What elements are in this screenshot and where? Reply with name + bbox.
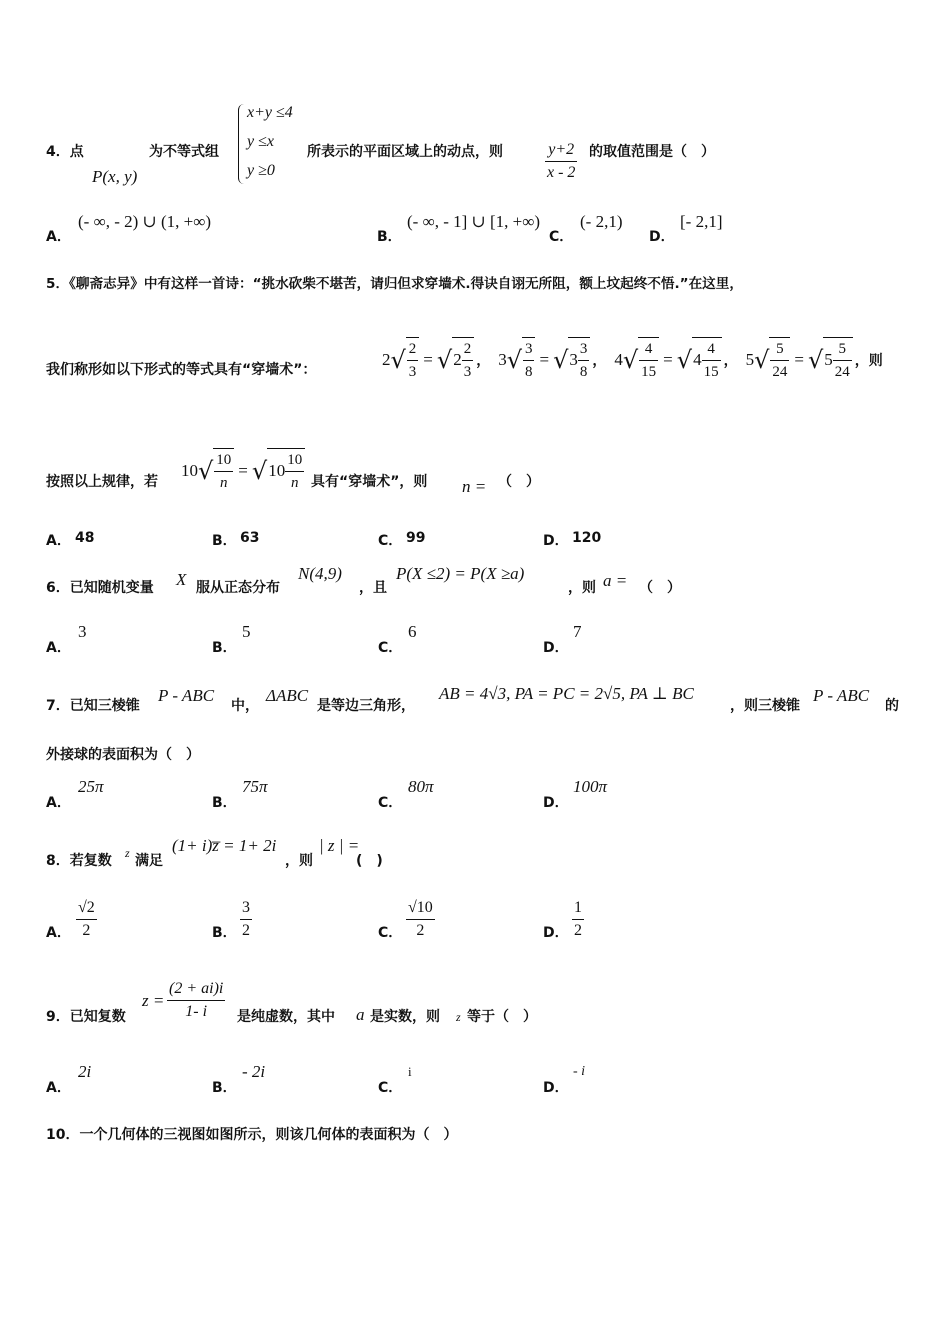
q4-ineq-1: x+y ≤4 [247, 104, 293, 121]
q8-pre: 8．若复数 [46, 853, 112, 869]
q4-option-a-label: A． [46, 229, 71, 245]
equals-sign: = [539, 350, 550, 369]
q9-den: 1- i [185, 1003, 208, 1020]
q5-line-2-text: 我们称形如以下形式的等式具有“穿墙术”： [46, 362, 317, 378]
q8-a-num: √2 [76, 897, 97, 920]
q8-option-b-label: B． [212, 925, 237, 941]
q5-ex4-num-r: 5 [833, 338, 852, 361]
q5-option-c-label: C． [378, 533, 403, 549]
equals-sign: = [238, 461, 248, 480]
q7-mid3: ，则三棱锥 [730, 698, 800, 714]
q5-ex3-radicand [638, 337, 659, 383]
q5-ex4-radicand [769, 337, 790, 383]
q4-ineq-2: y ≤x [247, 133, 274, 150]
q5-cond-inner: 10 [268, 461, 286, 480]
q9-option-a-value: 2i [78, 1062, 92, 1081]
q7-pre: 7．已知三棱锥 [46, 698, 140, 714]
q7-option-b-value: 75π [242, 777, 268, 796]
q8-option-d-fraction [572, 897, 584, 942]
q9-a: a [356, 1005, 365, 1024]
sqrt-icon: √ [676, 346, 693, 374]
q7-option-d-value: 100π [573, 777, 608, 796]
sqrt-icon: √ [436, 346, 453, 374]
q5-cond-num: 10 [214, 449, 233, 472]
q5-ex1-inner: 2 [453, 350, 462, 369]
sqrt-icon: √ [807, 346, 824, 374]
q5-ex2-inner: 3 [569, 350, 578, 369]
q9-num: (2 + ai)i [167, 978, 225, 1001]
q6-dist: N(4,9) [298, 564, 342, 583]
q5-ex4-inner: 5 [824, 350, 833, 369]
equals-sign: = [663, 350, 673, 369]
q5-ex1-num-r: 2 [462, 338, 474, 361]
q9-mid: 是纯虚数，其中 [237, 1009, 335, 1025]
q5-ex1-den: 3 [408, 364, 417, 380]
q4-frac-den: x - 2 [547, 164, 576, 181]
q4-option-a-value: (- ∞, - 2) ∪ (1, +∞) [78, 212, 212, 231]
q7-option-d-label: D． [543, 795, 569, 811]
q5-ex2-coef: 3 [498, 350, 507, 369]
sqrt-icon: √ [622, 346, 639, 374]
sqrt-icon: √ [390, 346, 406, 374]
q5-n-equals: n = [462, 477, 487, 496]
q5-sep-1: ， [476, 353, 491, 369]
q5-option-b-label: B． [212, 533, 237, 549]
q5-ex1-rhs [452, 337, 474, 383]
q9-z: z [456, 1010, 461, 1024]
q9-end: 等于（ ） [467, 1009, 537, 1025]
q4-after-text: 所表示的平面区域上的动点，则 [307, 144, 503, 160]
q5-ex4-den-r: 24 [834, 364, 850, 380]
q7-triangle: ΔABC [266, 686, 309, 705]
q6-end: （ ） [639, 580, 681, 596]
q5-ex1-radicand [406, 337, 420, 383]
q7-option-c-value: 80π [408, 777, 434, 796]
q8-a-den: 2 [82, 922, 91, 939]
q5-line-2-end: ，则 [854, 353, 883, 369]
q9-pre: 9．已知复数 [46, 1009, 126, 1025]
q6-option-b-value: 5 [242, 622, 251, 641]
q6-option-c-value: 6 [408, 622, 417, 641]
q5-ex2-num-r: 3 [578, 338, 590, 361]
sqrt-icon: √ [754, 346, 770, 374]
q6-a-equals: a = [603, 571, 628, 590]
q6-option-a-label: A． [46, 640, 71, 656]
q5-ex4-num: 5 [770, 338, 789, 361]
q7-mid2: 是等边三角形， [317, 698, 415, 714]
q8-option-c-label: C． [378, 925, 403, 941]
q8-option-a-label: A． [46, 925, 71, 941]
q5-line-3-mid: 具有“穿墙术”，则 [311, 474, 428, 490]
q9-option-c-label: C． [378, 1080, 403, 1096]
q9-option-a-label: A． [46, 1080, 71, 1096]
q9-option-b-label: B． [212, 1080, 237, 1096]
q8-b-num: 3 [240, 897, 252, 920]
q4-option-b-value: (- ∞, - 1] ∪ [1, +∞) [407, 212, 541, 231]
q8-option-a-fraction [76, 897, 97, 942]
q5-line-3-end: （ ） [498, 474, 540, 490]
q5-ex1-num: 2 [407, 338, 419, 361]
q8-z: z [125, 846, 130, 860]
q5-ex2-num: 3 [523, 338, 535, 361]
q5-ex4-rhs [823, 337, 853, 383]
q6-pre: 6．已知随机变量 [46, 580, 154, 596]
q7-end: 的 [885, 698, 899, 714]
q5-line-3-pre: 按照以上规律，若 [46, 474, 158, 490]
q5-cond-radicand [213, 448, 234, 494]
q4-option-c-value: (- 2,1) [580, 212, 623, 231]
q5-sep-3: ， [723, 353, 738, 369]
q9-option-c-value: i [408, 1064, 412, 1079]
q5-cond-den: n [220, 475, 228, 491]
q7-tetrahedron-2: P - ABC [813, 686, 870, 705]
sqrt-icon: √ [506, 346, 522, 374]
q4-point: P(x, y) [92, 167, 138, 186]
q5-ex3-den: 15 [641, 364, 657, 380]
q5-ex1-den-r: 3 [463, 364, 472, 380]
q8-d-den: 2 [574, 922, 582, 939]
q8-equation: (1+ i)z̅ = 1+ 2i [172, 836, 277, 855]
q7-option-b-label: B． [212, 795, 237, 811]
q5-ex4-coef: 5 [745, 350, 755, 369]
q5-option-a-label: A． [46, 533, 71, 549]
q5-condition [181, 446, 305, 496]
q6-var: X [176, 570, 187, 589]
q6-option-a-value: 3 [78, 622, 87, 641]
q4-option-d-value: [- 2,1] [680, 212, 723, 231]
q6-option-d-label: D． [543, 640, 569, 656]
q9-fraction [167, 978, 225, 1023]
q7-option-a-label: A． [46, 795, 71, 811]
q5-cond-rhs [267, 448, 305, 494]
q5-ex4-den: 24 [772, 364, 788, 380]
sqrt-icon: √ [198, 457, 214, 485]
q5-line-1: 5．《聊斋志异》中有这样一首诗：“挑水砍柴不堪苦，请归但求穿墙术.得诀自诩无所阻，额上坟起终不悟.”在这里， [46, 276, 743, 292]
q8-b-den: 2 [242, 922, 250, 939]
q7-line-2: 外接球的表面积为（ ） [46, 747, 200, 763]
q5-option-d-value: 120 [572, 530, 602, 546]
q5-ex3-coef: 4 [614, 350, 623, 369]
q5-coef-10: 10 [181, 461, 198, 480]
q5-ex2-rhs [568, 337, 590, 383]
q5-option-a-value: 48 [75, 530, 95, 546]
q4-option-b-label: B． [377, 229, 402, 245]
q4-system-brace [238, 104, 245, 184]
q8-option-b-fraction [240, 897, 252, 942]
q9-mid2: 是实数，则 [370, 1009, 440, 1025]
q8-mid: 满足 [135, 853, 163, 869]
q5-ex2-den: 8 [524, 364, 533, 380]
q4-fraction [545, 139, 577, 184]
q6-mid3: ，则 [568, 580, 596, 596]
q8-option-c-fraction [406, 897, 435, 942]
q9-option-d-value: - i [573, 1064, 586, 1079]
q5-ex3-den-r: 15 [703, 364, 719, 380]
q4-option-c-label: C． [549, 229, 574, 245]
q8-c-den: 2 [416, 922, 425, 939]
q8-c-num: √10 [406, 897, 435, 920]
equals-sign: = [423, 350, 433, 369]
q4-end-text: 的取值范围是（ ） [589, 144, 715, 160]
q5-ex1-coef: 2 [382, 350, 391, 369]
q5-ex3-num-r: 4 [702, 338, 721, 361]
q5-ex2-den-r: 8 [579, 364, 588, 380]
q7-conditions: AB = 4√3, PA = PC = 2√5, PA ⊥ BC [439, 684, 694, 703]
q6-option-c-label: C． [378, 640, 403, 656]
q8-d-num: 1 [572, 897, 584, 920]
q4-option-d-label: D． [649, 229, 675, 245]
q5-examples [382, 334, 883, 386]
q7-tetrahedron: P - ABC [158, 686, 215, 705]
sqrt-icon: √ [553, 346, 569, 374]
q7-mid: 中， [231, 698, 259, 714]
q5-ex3-rhs [692, 337, 722, 383]
q6-mid2: ，且 [359, 580, 387, 596]
q5-ex3-num: 4 [639, 338, 658, 361]
q9-option-b-value: - 2i [242, 1062, 266, 1081]
q6-option-d-value: 7 [573, 622, 582, 641]
q5-cond-num-r: 10 [285, 449, 304, 472]
q5-ex3-inner: 4 [693, 350, 702, 369]
q7-option-c-label: C． [378, 795, 403, 811]
q9-option-d-label: D． [543, 1080, 569, 1096]
q10-text: 10．一个几何体的三视图如图所示，则该几何体的表面积为（ ） [46, 1127, 458, 1143]
q6-option-b-label: B． [212, 640, 237, 656]
q4-mid-text: 为不等式组 [149, 144, 219, 160]
q7-option-a-value: 25π [78, 777, 104, 796]
q9-z-equals: z = [142, 991, 165, 1010]
q5-option-d-label: D． [543, 533, 569, 549]
q4-number: 4．点 [46, 144, 84, 160]
q8-abs: | z | = [319, 836, 360, 855]
q8-mid2: ，则 [285, 853, 313, 869]
q5-option-c-value: 99 [406, 530, 426, 546]
sqrt-icon: √ [251, 457, 268, 485]
q8-option-d-label: D． [543, 925, 569, 941]
q5-sep-2: ， [592, 353, 607, 369]
q4-frac-num: y+2 [545, 139, 577, 162]
q5-option-b-value: 63 [240, 530, 260, 546]
q6-mid: 服从正态分布 [196, 580, 280, 596]
equals-sign: = [794, 350, 804, 369]
q5-cond-den-r: n [290, 475, 299, 491]
q4-ineq-3: y ≥0 [247, 162, 275, 179]
q6-prob: P(X ≤2) = P(X ≥a) [396, 564, 525, 583]
q5-ex2-radicand [522, 337, 536, 383]
q8-end: ( ) [356, 853, 383, 869]
